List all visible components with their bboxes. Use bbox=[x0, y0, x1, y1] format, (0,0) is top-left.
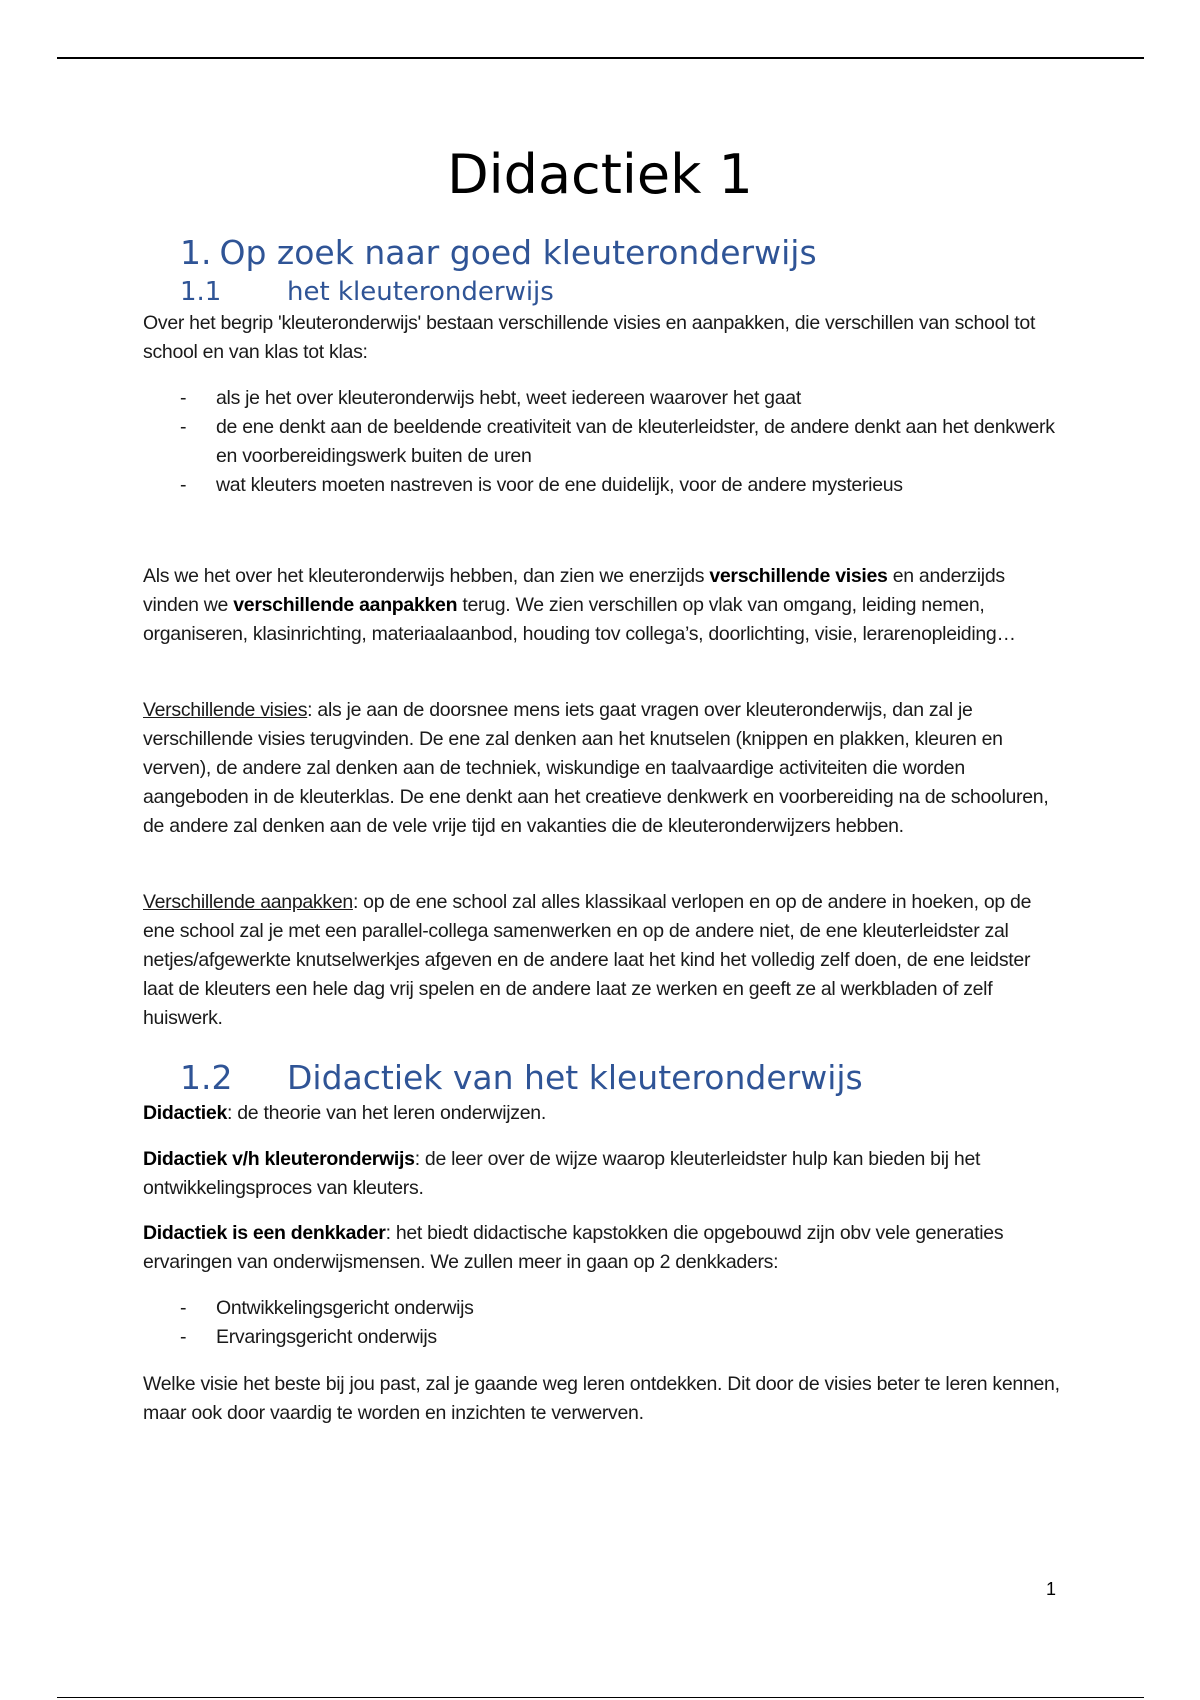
term-underlined: Verschillende aanpakken bbox=[143, 891, 353, 913]
heading-1-2 bbox=[180, 1056, 863, 1100]
heading-1-number: 1. bbox=[180, 233, 212, 272]
page-number: 1 bbox=[1046, 1579, 1057, 1599]
heading-1-1 bbox=[180, 275, 554, 309]
footer-rule bbox=[57, 1697, 1144, 1698]
bullet-dash: - bbox=[180, 416, 187, 438]
definition-didactiek: Didactiek: de theorie van het leren onderwijzen. bbox=[143, 1102, 546, 1124]
list-item: - de ene denkt aan de beeldende creativiteit van de kleuterleidster, de andere denkt aan het denkwerk en voorbereidingswerk buiten de uren bbox=[143, 413, 1063, 471]
list-item: - wat kleuters moeten nastreven is voor de ene duidelijk, voor de andere mysterieus bbox=[143, 471, 1063, 500]
list-item: - als je het over kleuteronderwijs hebt, weet iedereen waarover het gaat bbox=[143, 384, 1063, 413]
closing-paragraph: Welke visie het beste bij jou past, zal je gaande weg leren ontdekken. Dit door de visies beter te leren kennen, maar ook door vaardig te worden en inzichten te verwerven. bbox=[143, 1373, 1060, 1424]
document-title: Didactiek 1 bbox=[447, 143, 753, 206]
paragraph-verschillende-aanpakken: Verschillende aanpakken: op de ene school zal alles klassikaal verlopen en op de andere in hoeken, op de ene school zal je met een parallel-collega samenwerken en op de andere niet, de ene kleuterleidster zal netjes/afgewerkte knutselwerkjes afgeven en de andere laat het kind het volledig zelf doen, de ene leidster laat de kleuters een hele dag vrij spelen en de andere laat ze werken en geeft ze al werkbladen of zelf huiswerk. bbox=[143, 891, 1032, 1029]
heading-1-2-text: Didactiek van het kleuteronderwijs bbox=[287, 1058, 863, 1097]
heading-1-1-text: het kleuteronderwijs bbox=[287, 277, 554, 307]
heading-1-1-number: 1.1 bbox=[180, 277, 222, 307]
term-underlined: Verschillende visies bbox=[143, 699, 308, 721]
bullet-dash: - bbox=[180, 1297, 187, 1319]
heading-1-text: Op zoek naar goed kleuteronderwijs bbox=[219, 233, 817, 272]
denkkaders-list bbox=[143, 1294, 1063, 1352]
header-rule bbox=[57, 57, 1144, 59]
definition-denkkader: Didactiek is een denkkader: het biedt didactische kapstokken die opgebouwd zijn obv vele generaties ervaringen van onderwijsmensen. We zullen meer in gaan op 2 denkkaders: bbox=[143, 1222, 1004, 1273]
list-item: - Ervaringsgericht onderwijs bbox=[143, 1323, 1063, 1352]
paragraph-visies-aanpakken: Als we het over het kleuteronderwijs hebben, dan zien we enerzijds verschillende visies en anderzijds vinden we verschillende aanpakken terug. We zien verschillen op vlak van omgang, leiding nemen, organiseren, klasinrichting, materiaalaanbod, houding tov collega’s, doorlichting, visie, lerarenopleiding… bbox=[143, 565, 1016, 645]
intro-paragraph: Over het begrip 'kleuteronderwijs' bestaan verschillende visies en aanpakken, die verschillen van school tot school en van klas tot klas: bbox=[143, 312, 1036, 363]
heading-1-2-number: 1.2 bbox=[180, 1058, 233, 1097]
bullet-dash: - bbox=[180, 474, 187, 496]
paragraph-verschillende-visies: Verschillende visies: als je aan de doorsnee mens iets gaat vragen over kleuteronderwijs, dan zal je verschillende visies terugvinden. De ene zal denken aan het knutselen (knippen en plakken, kleuren en verven), de andere zal denken aan de techniek, wiskundige en taalvaardige activiteiten die worden aangeboden in de kleuterklas. De ene denkt aan het creatieve denkwerk en voorbereiding na de schooluren, de andere zal denken aan de vele vrije tijd en vakanties die de kleuteronderwijzers hebben. bbox=[143, 699, 1049, 837]
list-item: - Ontwikkelingsgericht onderwijs bbox=[143, 1294, 1063, 1323]
visies-list bbox=[143, 384, 1063, 500]
heading-1 bbox=[180, 231, 817, 275]
bullet-dash: - bbox=[180, 1326, 187, 1348]
definition-didactiek-kleuteronderwijs: Didactiek v/h kleuteronderwijs: de leer over de wijze waarop kleuterleidster hulp kan bieden bij het ontwikkelingsproces van kleuters. bbox=[143, 1148, 981, 1199]
bullet-dash: - bbox=[180, 387, 187, 409]
